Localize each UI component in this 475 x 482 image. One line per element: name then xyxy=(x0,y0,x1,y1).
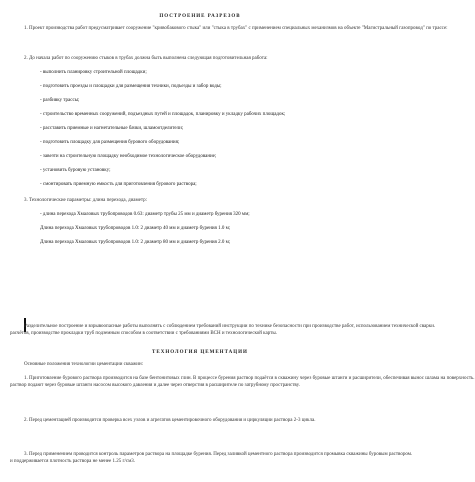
list-item: - разбивку трассы; xyxy=(40,98,80,103)
paragraph: 2. Перед цементацией производится проверка всех узлов и агрегатов цементировочного оборудования и циркуляции раствора 2-3 цикла. xyxy=(24,418,316,423)
paragraph-cont: расчётов, производстве прокладки труб подземным способом в соответствии с требованиями ВСН и технологической карты. xyxy=(10,331,277,336)
list-item: - смонтировать приемную емкость для приготовления бурового раствора; xyxy=(40,182,197,187)
paragraph: Разделительное построение и взрывоопасные работы выполнять с соблюдением требований инструкции по технике безопасности при производстве работ, использованием технической сварки. xyxy=(24,324,436,329)
paragraph: 3. Технологические параметры: длина перехода, диаметр: xyxy=(24,198,148,203)
paragraph: 3. Перед применением проводится контроль параметров раствора на площадке бурения. Перед заливкой цементного раствора производится промывка скважины буровым раствором. xyxy=(24,452,413,457)
list-item: - подготовить проезды и площадки для размещения техники, подъезды и забор воды; xyxy=(40,84,222,89)
section-title: ТЕХНОЛОГИЯ ЦЕМЕНТАЦИИ xyxy=(152,350,248,355)
paragraph-cont: раствор подают через буровые штанги насосом высокого давления и далее через отверстия в расширителе по затрубному пространству. xyxy=(10,383,300,388)
list-item: Длина перехода Хмаловых трубопроводов 1.0: 2 диаметр 40 мм и диаметр бурения 1.0 м; xyxy=(40,226,231,231)
paragraph: 2. До начала работ по сооружению стыков в трубах должна быть выполнена следующая подготовительная работа: xyxy=(24,56,268,61)
list-item: - завезти на строительную площадку необходимое технологическое оборудование; xyxy=(40,154,217,159)
list-item: - подготовить площадку для размещения бурового оборудования; xyxy=(40,140,180,145)
paragraph: 1. Проект производства работ предусматривает сооружение "кривобакового стыка" или "стыка в трубах" с применением специальных механизмов на объекте "Магистральный газопровод" по трассе: xyxy=(24,26,448,31)
paragraph: Основные положения технологии цементации скважин: xyxy=(24,362,144,367)
list-item: Длина перехода Хмаловых трубопроводов 1.0: 2 диаметр 80 мм и диаметр бурения 2.0 м; xyxy=(40,240,231,245)
list-item: - длина перехода Хмаловых трубопроводов 0.63: диаметр трубы 25 мм и диаметр бурения 320 мм; xyxy=(40,212,250,217)
paragraph-cont: и поддерживается плотность раствора не менее 1.25 г/см3. xyxy=(10,459,136,464)
list-item: - выполнить планировку строительной площадки; xyxy=(40,70,147,75)
paragraph: 1. Приготовление бурового раствора производится на базе бентонитовых глин. В процессе бурения раствор подаётся в скважину через буровые штанги и расширители, обеспечивая вынос шлама на поверхность. xyxy=(24,376,475,381)
list-item: - строительство временных сооружений, подъездных путей и площадок, планировку и укладку рабочих площадок; xyxy=(40,112,286,117)
section-title: ПОСТРОЕНИЕ РАЗРЕЗОВ xyxy=(159,14,241,19)
list-item: - расставить приемные и нагнетательные бачки, шламоотделители; xyxy=(40,126,184,131)
list-item: - установить буровую установку; xyxy=(40,168,111,173)
